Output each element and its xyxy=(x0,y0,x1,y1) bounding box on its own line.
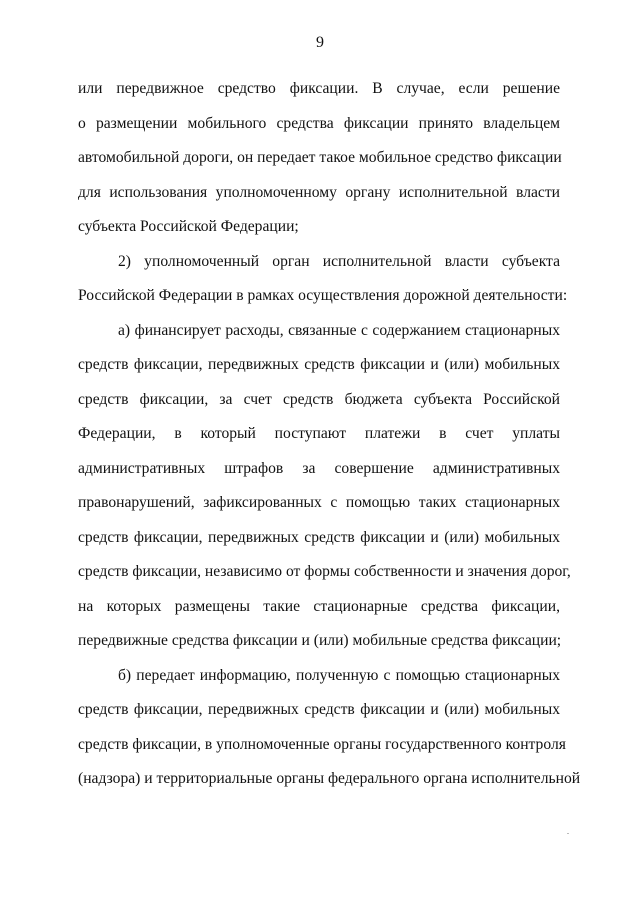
paragraph-start-line: а) финансирует расходы, связанные с содержанием стационарных xyxy=(118,321,560,339)
text-line: автомобильной дороги, он передает такое мобильное средство фиксации xyxy=(78,149,562,166)
text-line: средств фиксации, передвижных средств фиксации и (или) мобильных xyxy=(78,528,560,546)
text-line: субъекта Российской Федерации; xyxy=(78,218,299,235)
scan-artifact xyxy=(567,833,569,834)
text-line: административных штрафов за совершение административных xyxy=(78,459,560,477)
text-line: передвижные средства фиксации и (или) мобильные средства фиксации; xyxy=(78,632,562,649)
text-line: средств фиксации, передвижных средств фиксации и (или) мобильных xyxy=(78,701,560,718)
text-line: Федерации, в который поступают платежи в счет уплаты xyxy=(78,425,560,442)
text-line: средств фиксации, передвижных средств фиксации и (или) мобильных xyxy=(78,356,560,373)
text-line: для использования уполномоченному органу исполнительной власти xyxy=(78,183,560,201)
text-line: или передвижное средство фиксации. В случае, если решение xyxy=(78,80,560,97)
text-line: средств фиксации, за счет средств бюджета субъекта Российской xyxy=(78,390,560,408)
document-body xyxy=(78,78,581,803)
text-line: средств фиксации, независимо от формы собственности и значения дорог, xyxy=(78,563,571,580)
text-line: (надзора) и территориальные органы федерального органа исполнительной xyxy=(78,770,581,787)
page-number: 9 xyxy=(316,34,324,51)
text-line: о размещении мобильного средства фиксации принято владельцем xyxy=(78,114,560,132)
text-line: правонарушений, зафиксированных с помощью таких стационарных xyxy=(78,494,560,511)
paragraph-start-line: б) передает информацию, полученную с помощью стационарных xyxy=(118,666,560,684)
text-line: на которых размещены такие стационарные средства фиксации, xyxy=(78,597,560,615)
text-line: средств фиксации, в уполномоченные органы государственного контроля xyxy=(78,735,566,753)
text-line: Российской Федерации в рамках осуществления дорожной деятельности: xyxy=(78,287,568,304)
paragraph-start-line: 2) уполномоченный орган исполнительной власти субъекта xyxy=(118,252,560,270)
